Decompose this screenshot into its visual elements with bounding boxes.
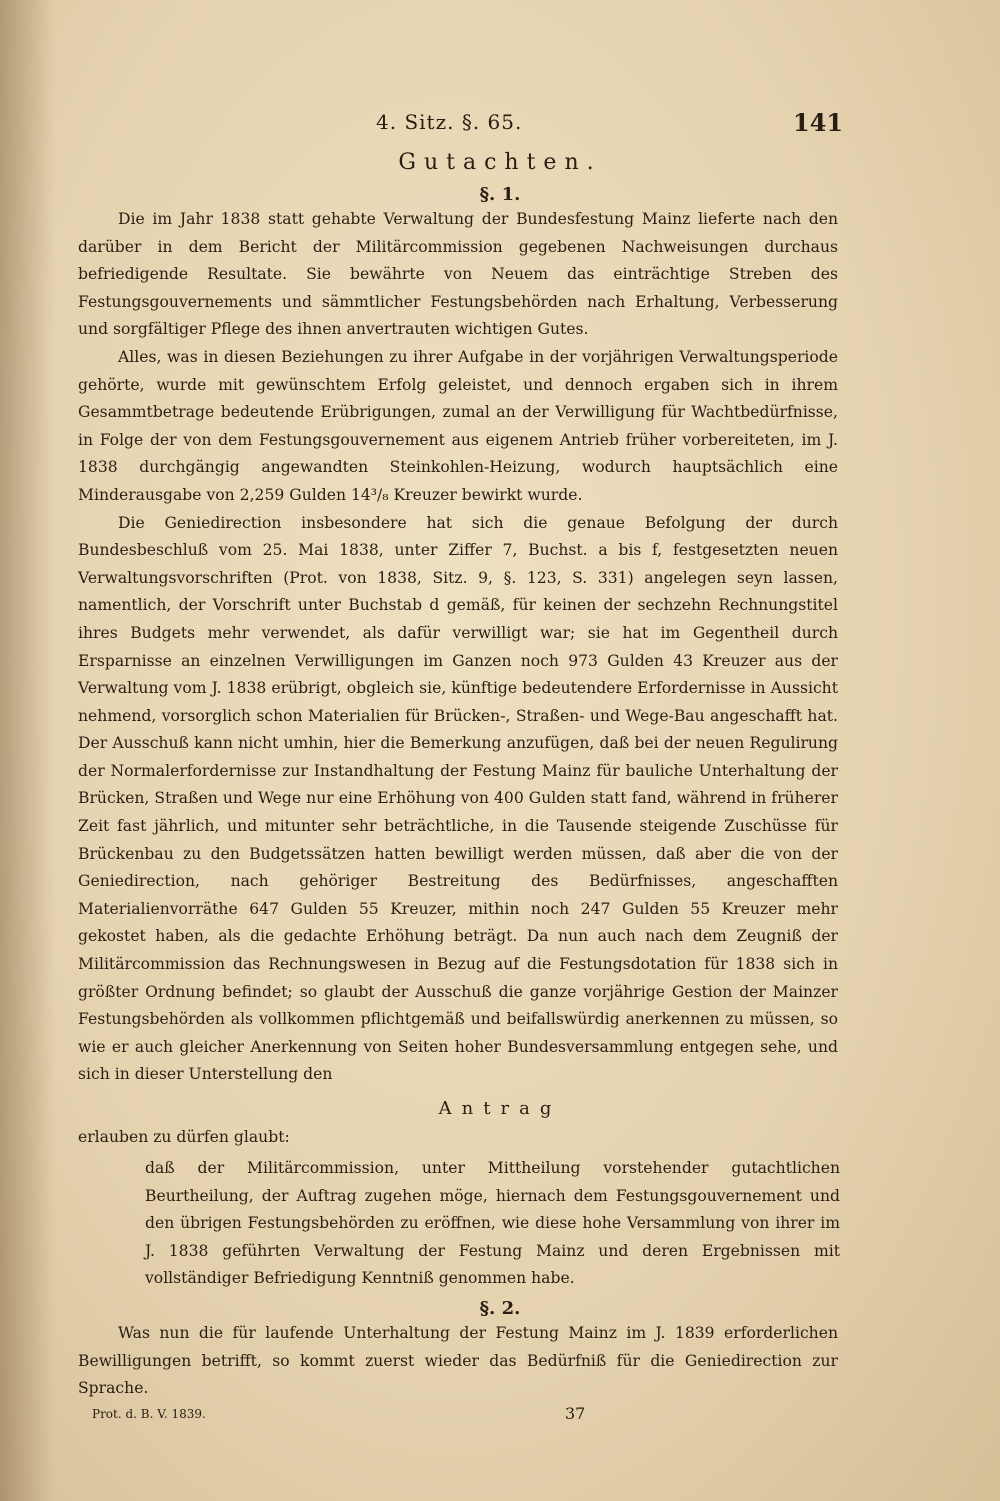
antrag-text: daß der Militärcommission, unter Mittheilung vorstehender gutachtlichen Beurtheilung, der Auftrag zugehen möge, hiernach dem Festungsgouvernement und den übrigen Festungsbehörden zu eröffnen, wie diese hohe Versammlung von ihrer im J. 1838 geführten Verwaltung der Festung Mainz und deren Ergebnissen mit vollständiger Befriedigung Kenntniß genommen habe. — [145, 1159, 840, 1288]
paragraph-4: Was nun die für laufende Unterhaltung der Festung Mainz im J. 1839 erforderlichen Bewilligungen betrifft, so kommt zuerst wieder das Bedürfniß für die Geniedirection zur Sprache. — [78, 1324, 838, 1398]
document-heading: Gutachten. — [398, 150, 602, 175]
antrag-intro: erlauben zu dürfen glaubt: — [78, 1128, 290, 1146]
running-title: 4. Sitz. §. 65. — [376, 110, 523, 134]
page-number: 141 — [793, 108, 844, 137]
section-number-2: §. 2. — [479, 1298, 521, 1319]
paragraph-3: Die Geniedirection insbesondere hat sich die genaue Befolgung der durch Bundesbeschluß vom 25. Mai 1838, unter Ziffer 7, Buchst. a bis f, festgesetzten neuen Verwaltungsvorschriften (Prot. von 1838, Sitz. 9, §. 123, S. 331) angelegen seyn lassen, namentlich, der Vorschrift unter Buchstab d gemäß, für keinen der sechzehn Rechnungstitel ihres Budgets mehr verwendet, als dafür verwilligt war; sie hat im Gegentheil durch Ersparnisse an einzelnen Verwilligungen im Ganzen noch 973 Gulden 43 Kreuzer aus der Verwaltung vom J. 1838 erübrigt, obgleich sie, künftige bedeutendere Erfordernisse in Aussicht nehmend, vorsorglich schon Materialien für Brücken-, Straßen- und Wege-Bau angeschafft hat. Der Ausschuß kann nicht umhin, hier die Bemerkung anzufügen, daß bei der neuen Regulirung der Normalerfordernisse zur Instandhaltung der Festung Mainz für bauliche Unterhaltung der Brücken, Straßen und Wege nur eine Erhöhung von 400 Gulden statt fand, während in früherer Zeit fast jährlich, und mitunter sehr beträchtliche, in die Tausende steigende Zuschüsse für Brückenbau zu den Budgetssätzen hatten bewilligt werden müssen, daß aber die von der Geniedirection, nach gehöriger Bestreitung des Bedürfnisses, angeschafften Materialienvorräthe 647 Gulden 55 Kreuzer, mithin noch 247 Gulden 55 Kreuzer mehr gekostet haben, als die gedachte Erhöhung beträgt. Da nun auch nach dem Zeugniß der Militärcommission das Rechnungswesen in Bezug auf die Festungsdotation für 1838 sich in größter Ordnung befindet; so glaubt der Ausschuß die ganze vorjährige Gestion der Mainzer Festungsbehörden als vollkommen pflichtgemäß und beifallswürdig anerkennen zu müssen, so wie er auch gleicher Anerkennung von Seiten hoher Bundesversammlung entgegen sehe, und sich in dieser Unterstellung den — [78, 513, 838, 1084]
footer-signature: Prot. d. B. V. 1839. — [92, 1407, 206, 1421]
paragraph-1: Die im Jahr 1838 statt gehabte Verwaltung der Bundesfestung Mainz lieferte nach den darüber in dem Bericht der Militärcommission gegebenen Nachweisungen durchaus befriedigende Resultate. Sie bewährte von Neuem das einträchtige Streben des Festungsgouvernements und sämmtlicher Festungsbehörden nach Erhaltung, Verbesserung und sorgfältiger Pflege des ihnen anvertrauten wichtigen Gutes. — [78, 210, 838, 339]
running-head — [0, 110, 1000, 140]
section-2-body — [78, 1320, 838, 1403]
antrag-heading: Antrag — [438, 1098, 562, 1119]
section-number-1: §. 1. — [479, 184, 521, 205]
section-1-body — [78, 206, 838, 1089]
paragraph-2: Alles, was in diesen Beziehungen zu ihrer Aufgabe in der vorjährigen Verwaltungsperiode gehörte, wurde mit gewünschtem Erfolg geleistet, und dennoch ergaben sich in ihrem Gesammtbetrage bedeutende Erübrigungen, zumal an der Verwilligung für Wachtbedürfnisse, in Folge der von dem Festungsgouvernement aus eigenem Antrieb früher vorbereiteten, im J. 1838 durchgängig angewandten Steinkohlen-Heizung, wodurch hauptsächlich eine Minderausgabe von 2,259 Gulden 14³/₈ Kreuzer bewirkt wurde. — [78, 347, 838, 504]
sheet-number: 37 — [565, 1404, 586, 1423]
binding-shadow — [0, 0, 55, 1501]
